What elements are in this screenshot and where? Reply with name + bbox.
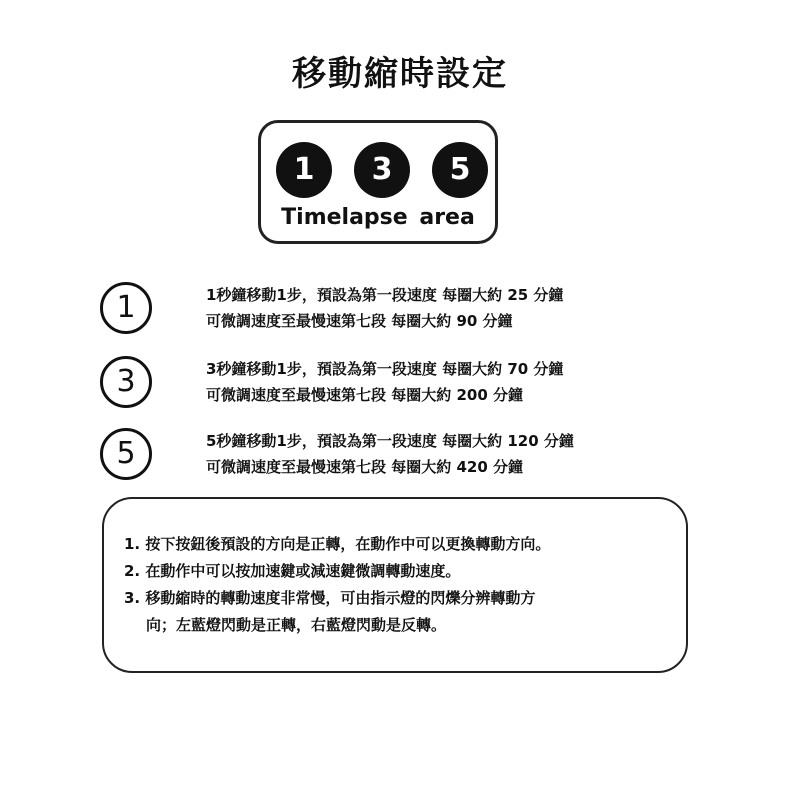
timelapse-mode-1-badge[interactable]: 1 <box>276 142 332 198</box>
mode-default-speed-text: 1秒鐘移動1步，預設為第一段速度 每圈大約 25 分鐘 <box>206 286 564 304</box>
note-item-continuation: 向；左藍燈閃動是正轉，右藍燈閃動是反轉。 <box>146 616 447 634</box>
mode-slowest-speed-text: 可微調速度至最慢速第七段 每圈大約 200 分鐘 <box>206 386 523 404</box>
mode-description-3 <box>100 346 700 416</box>
mode-slowest-speed-text: 可微調速度至最慢速第七段 每圈大約 90 分鐘 <box>206 312 513 330</box>
timelapse-mode-5-badge[interactable]: 5 <box>432 142 488 198</box>
note-item: 2. 在動作中可以按加速鍵或減速鍵微調轉動速度。 <box>124 562 461 580</box>
note-item: 1. 按下按鈕後預設的方向是正轉，在動作中可以更換轉動方向。 <box>124 535 551 553</box>
page-title: 移動縮時設定 <box>292 54 508 94</box>
timelapse-mode-3-badge[interactable]: 3 <box>354 142 410 198</box>
timelapse-area-label: Timelapse area <box>281 205 475 230</box>
timelapse-area-panel <box>258 120 498 244</box>
mode-number-circle: 1 <box>100 282 152 334</box>
mode-number-circle: 3 <box>100 356 152 408</box>
notes-box <box>102 497 688 673</box>
mode-description-5 <box>100 418 700 488</box>
notes-list <box>124 531 674 639</box>
mode-number-circle: 5 <box>100 428 152 480</box>
note-item: 3. 移動縮時的轉動速度非常慢，可由指示燈的閃爍分辨轉動方 <box>124 589 536 607</box>
mode-description-1 <box>100 272 700 342</box>
mode-default-speed-text: 5秒鐘移動1步，預設為第一段速度 每圈大約 120 分鐘 <box>206 432 574 450</box>
mode-slowest-speed-text: 可微調速度至最慢速第七段 每圈大約 420 分鐘 <box>206 458 523 476</box>
mode-default-speed-text: 3秒鐘移動1步，預設為第一段速度 每圈大約 70 分鐘 <box>206 360 564 378</box>
